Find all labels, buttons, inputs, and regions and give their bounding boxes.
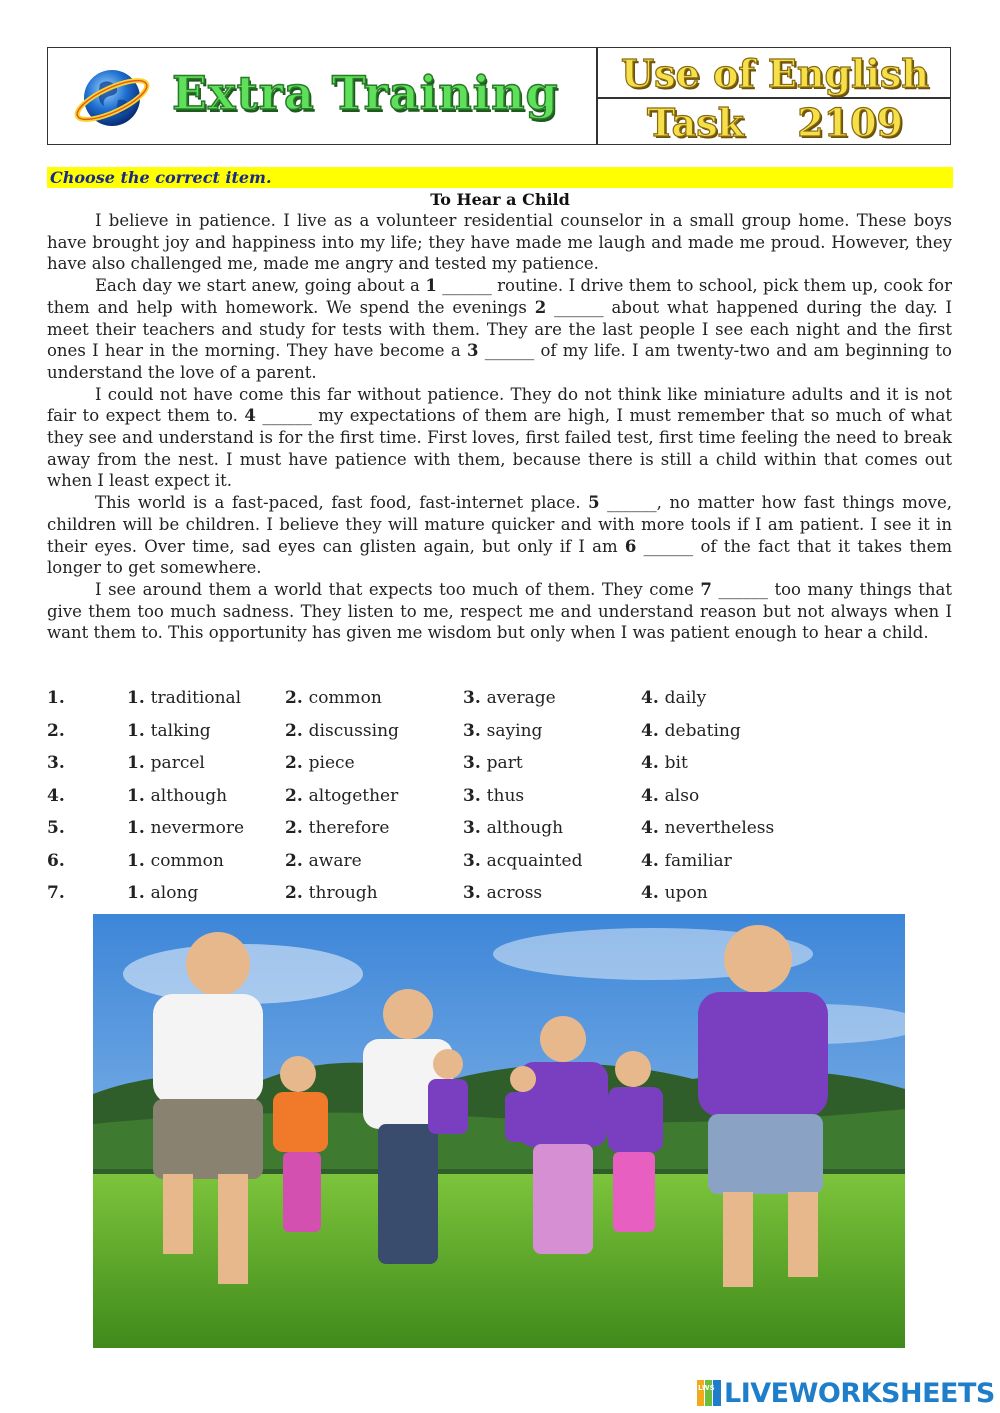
option-number: 1. bbox=[127, 720, 151, 741]
question-number: 2. bbox=[47, 720, 65, 741]
answer-option[interactable] bbox=[127, 849, 224, 873]
option-label: nevermore bbox=[150, 818, 245, 838]
answer-option[interactable] bbox=[463, 849, 582, 873]
answer-option[interactable] bbox=[127, 719, 211, 743]
option-label: although bbox=[150, 785, 228, 806]
question-row bbox=[47, 816, 947, 848]
question-row bbox=[47, 849, 947, 881]
option-number: 4. bbox=[641, 753, 665, 773]
option-number: 3. bbox=[463, 753, 487, 773]
answer-option[interactable] bbox=[463, 719, 542, 743]
option-label: although bbox=[486, 818, 564, 838]
task-number-label: Task 2109 bbox=[647, 100, 903, 145]
question-number: 6. bbox=[47, 850, 65, 871]
gap-number: 6 bbox=[624, 536, 637, 556]
paragraph-text: I see around them a world that expects too much of them. They come bbox=[95, 579, 701, 599]
answer-option[interactable] bbox=[641, 686, 706, 710]
paragraph-text: ______ of my life. I am twenty-two and am beginning to understand the love of a parent. bbox=[47, 341, 952, 382]
answer-option[interactable] bbox=[285, 881, 378, 905]
option-label: across bbox=[486, 883, 543, 903]
answer-option[interactable] bbox=[641, 881, 708, 905]
option-label: altogether bbox=[308, 785, 399, 806]
gap-number: 3 bbox=[466, 341, 479, 361]
paragraph-text: ______ too many things that give them too much sadness. They listen to me, respect me and understand reason but not always when I want them to. This opportunity has given me wisdom but only when I was patient enough to hear a child. bbox=[47, 579, 952, 643]
paragraph-text: I could not have come this far without patience. They do not think like miniature adults and it is not fair to expect them to. bbox=[47, 384, 952, 426]
option-label: common bbox=[150, 850, 224, 871]
answer-option[interactable] bbox=[285, 686, 382, 710]
paragraph-text: Each day we start anew, going about a bbox=[95, 276, 426, 296]
option-label: through bbox=[308, 883, 378, 903]
option-number: 4. bbox=[641, 785, 665, 806]
paragraph-text: ______ about what happened during the day. I meet their teachers and study for tests with them. They are the last people I see each night and the first ones I hear in the morning. They have become a bbox=[47, 297, 952, 361]
gap-number: 4 bbox=[244, 406, 256, 426]
option-number: 2. bbox=[285, 688, 309, 708]
option-label: nevertheless bbox=[664, 818, 775, 838]
answer-option[interactable] bbox=[641, 816, 774, 840]
question-row bbox=[47, 686, 947, 718]
paragraph-text: ______ of the fact that it takes them longer to get somewhere. bbox=[47, 536, 952, 578]
option-label: aware bbox=[308, 850, 362, 871]
option-number: 3. bbox=[463, 785, 487, 806]
passage-title: To Hear a Child bbox=[430, 190, 570, 209]
liveworksheets-icon bbox=[697, 1380, 721, 1406]
option-number: 4. bbox=[641, 850, 665, 871]
option-number: 2. bbox=[285, 818, 309, 838]
answer-option[interactable] bbox=[285, 849, 362, 873]
paragraph-text: ______ my expectations of them are high, I must remember that so much of what they see and understand is for the first time. First loves, first failed test, first time feeling the need to break away from the nest. I must have patience with them, because there is still a child within that comes out when I least expect it. bbox=[47, 406, 953, 491]
answer-option[interactable] bbox=[641, 751, 688, 775]
option-label: piece bbox=[308, 753, 355, 773]
option-number: 2. bbox=[285, 720, 309, 741]
passage-paragraph bbox=[47, 579, 952, 644]
option-number: 3. bbox=[463, 720, 487, 741]
option-number: 1. bbox=[127, 883, 151, 903]
question-row bbox=[47, 784, 947, 816]
option-label: also bbox=[664, 785, 700, 806]
option-number: 4. bbox=[641, 720, 665, 741]
paragraph-text: This world is a fast-paced, fast food, fast-internet place. bbox=[95, 493, 589, 513]
answer-option[interactable] bbox=[641, 849, 732, 873]
question-number: 1. bbox=[47, 688, 65, 708]
option-number: 3. bbox=[463, 688, 487, 708]
question-number: 5. bbox=[47, 818, 65, 838]
answer-option[interactable] bbox=[463, 686, 556, 710]
option-number: 1. bbox=[127, 818, 151, 838]
option-number: 2. bbox=[285, 785, 309, 806]
question-number: 4. bbox=[47, 785, 65, 806]
option-label: discussing bbox=[308, 720, 399, 741]
option-number: 3. bbox=[463, 883, 487, 903]
answer-option[interactable] bbox=[285, 784, 398, 808]
option-number: 3. bbox=[463, 818, 487, 838]
answer-option[interactable] bbox=[285, 751, 355, 775]
liveworksheets-wordmark: LIVEWORKSHEETS bbox=[724, 1377, 995, 1409]
children-running-photo bbox=[93, 914, 905, 1348]
passage-paragraph bbox=[47, 384, 952, 493]
passage-paragraph bbox=[47, 492, 952, 579]
gap-number: 7 bbox=[700, 579, 712, 599]
option-label: thus bbox=[486, 785, 525, 806]
answer-option[interactable] bbox=[285, 719, 399, 743]
answer-option[interactable] bbox=[127, 751, 205, 775]
paragraph-text: ______, no matter how fast things move, children will be children. I believe they will mature quicker and with more tools if I am patient. I see it in their eyes. Over time, sad eyes can glisten again, but only if I am bbox=[47, 493, 952, 556]
question-row bbox=[47, 751, 947, 783]
option-label: saying bbox=[486, 720, 543, 741]
instruction-bar: Choose the correct item. bbox=[47, 167, 953, 188]
option-label: talking bbox=[150, 720, 211, 741]
gap-number: 5 bbox=[588, 493, 600, 513]
option-number: 1. bbox=[127, 785, 151, 806]
passage-paragraph bbox=[47, 275, 952, 384]
option-label: traditional bbox=[150, 688, 242, 708]
option-label: familiar bbox=[664, 850, 732, 871]
option-number: 4. bbox=[641, 883, 665, 903]
brand-title: Extra Training bbox=[172, 66, 559, 120]
answer-option[interactable] bbox=[127, 686, 241, 710]
question-number: 7. bbox=[47, 883, 65, 903]
option-label: along bbox=[150, 883, 199, 903]
answer-option[interactable] bbox=[285, 816, 389, 840]
answer-option[interactable] bbox=[463, 816, 563, 840]
option-number: 4. bbox=[641, 818, 665, 838]
option-label: bit bbox=[664, 753, 688, 773]
paragraph-text: I believe in patience. I live as a volunteer residential counselor in a small group home. These boys have brought joy and happiness into my life; they have made me laugh and made me proud. However, they have also challenged me, made me angry and tested my patience. bbox=[47, 211, 952, 274]
answer-option[interactable] bbox=[641, 719, 741, 743]
answer-option[interactable] bbox=[463, 784, 524, 808]
option-number: 2. bbox=[285, 850, 309, 871]
option-number: 2. bbox=[285, 883, 309, 903]
paragraph-text: ______ routine. I drive them to school, pick them up, cook for them and help with homework. We spend the evenings bbox=[47, 276, 952, 317]
use-of-english-label: Use of English bbox=[621, 51, 929, 96]
question-row bbox=[47, 719, 947, 751]
logo-box-text: LWS bbox=[698, 1384, 715, 1392]
globe-icon bbox=[72, 62, 152, 132]
answer-option[interactable] bbox=[127, 784, 227, 808]
answer-option[interactable] bbox=[463, 881, 542, 905]
answer-option[interactable] bbox=[641, 784, 699, 808]
option-label: acquainted bbox=[486, 850, 583, 871]
answer-option[interactable] bbox=[463, 751, 523, 775]
answer-option[interactable] bbox=[127, 816, 244, 840]
gap-number: 2 bbox=[534, 297, 547, 317]
option-label: daily bbox=[664, 688, 707, 708]
option-number: 3. bbox=[463, 850, 487, 871]
option-number: 1. bbox=[127, 688, 151, 708]
option-number: 4. bbox=[641, 688, 665, 708]
liveworksheets-logo bbox=[697, 1378, 995, 1408]
option-number: 2. bbox=[285, 753, 309, 773]
header-box bbox=[47, 47, 951, 145]
option-number: 1. bbox=[127, 753, 151, 773]
answer-option[interactable] bbox=[127, 881, 198, 905]
option-label: average bbox=[486, 688, 556, 708]
question-number: 3. bbox=[47, 753, 65, 773]
passage-paragraph bbox=[47, 210, 952, 275]
passage-text bbox=[47, 210, 952, 644]
option-label: part bbox=[486, 753, 523, 773]
gap-number: 1 bbox=[425, 276, 437, 296]
option-label: debating bbox=[664, 720, 741, 741]
option-label: common bbox=[308, 688, 382, 708]
option-label: parcel bbox=[150, 753, 205, 773]
option-number: 1. bbox=[127, 850, 151, 871]
question-row bbox=[47, 881, 947, 913]
option-label: upon bbox=[664, 883, 708, 903]
option-label: therefore bbox=[308, 818, 390, 838]
